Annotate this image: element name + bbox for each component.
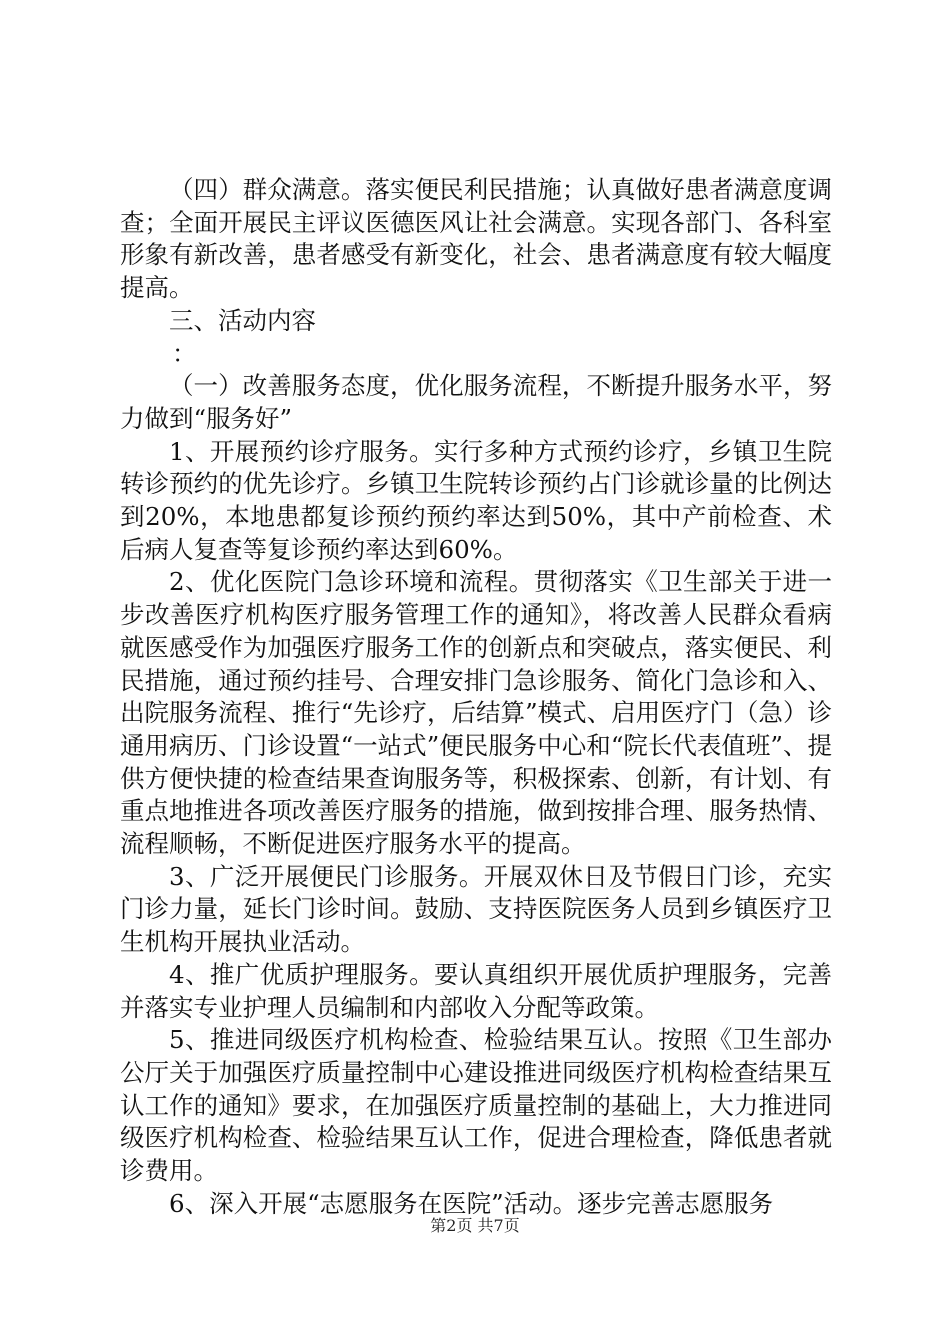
paragraph-public-satisfaction: （四）群众满意。落实便民利民措施；认真做好患者满意度调查；全面开展民主评议医德医风让社会满意。实现各部门、各科室形象有新改善，患者感受有新变化，社会、患者满意度有较大幅度提高。 — [120, 175, 832, 303]
colon-mark: ： — [172, 338, 197, 368]
page-number-footer: 第2页 共7页 — [430, 1216, 520, 1235]
document-body — [120, 174, 832, 1220]
paragraph-item-6: 6、深入开展“志愿服务在医院”活动。逐步完善志愿服务 — [169, 1188, 774, 1218]
paragraph-item-2: 2、优化医院门急诊环境和流程。贯彻落实《卫生部关于进一步改善医疗机构医疗服务管理工作的通知》，将改善人民群众看病就医感受作为加强医疗服务工作的创新点和突破点，落实便民、利民措施，通过预约挂号、合理安排门急诊服务、简化门急诊和入、出院服务流程、推行“先诊疗，后结算”模式、启用医疗门（急）诊通用病历、门诊设置“一站式”便民服务中心和“院长代表值班”、提供方便快捷的检查结果查询服务等，积极探索、创新，有计划、有重点地推进各项改善医疗服务的措施，做到按排合理、服务热情、流程顺畅，不断促进医疗服务水平的提高。 — [120, 567, 832, 859]
section-heading-activity-content: 三、活动内容 — [169, 305, 316, 335]
subheading-improve-service: （一）改善服务态度，优化服务流程，不断提升服务水平，努力做到“服务好” — [120, 371, 832, 433]
paragraph-item-5: 5、推进同级医疗机构检查、检验结果互认。按照《卫生部办公厅关于加强医疗质量控制中心建设推进同级医疗机构检查结果互认工作的通知》要求，在加强医疗质量控制的基础上，大力推进同级医疗机构检查、检验结果互认工作，促进合理检查，降低患者就诊费用。 — [120, 1025, 832, 1186]
paragraph-item-4: 4、推广优质护理服务。要认真组织开展优质护理服务，完善并落实专业护理人员编制和内部收入分配等政策。 — [120, 959, 832, 1022]
paragraph-item-1: 1、开展预约诊疗服务。实行多种方式预约诊疗，乡镇卫生院转诊预约的优先诊疗。乡镇卫生院转诊预约占门诊就诊量的比例达到20%，本地患都复诊预约预约率达到50%，其中产前检查、术后病人复查等复诊预约率达到60%。 — [120, 436, 832, 564]
paragraph-item-3: 3、广泛开展便民门诊服务。开展双休日及节假日门诊，充实门诊力量，延长门诊时间。鼓励、支持医院医务人员到乡镇医疗卫生机构开展执业活动。 — [120, 861, 832, 957]
